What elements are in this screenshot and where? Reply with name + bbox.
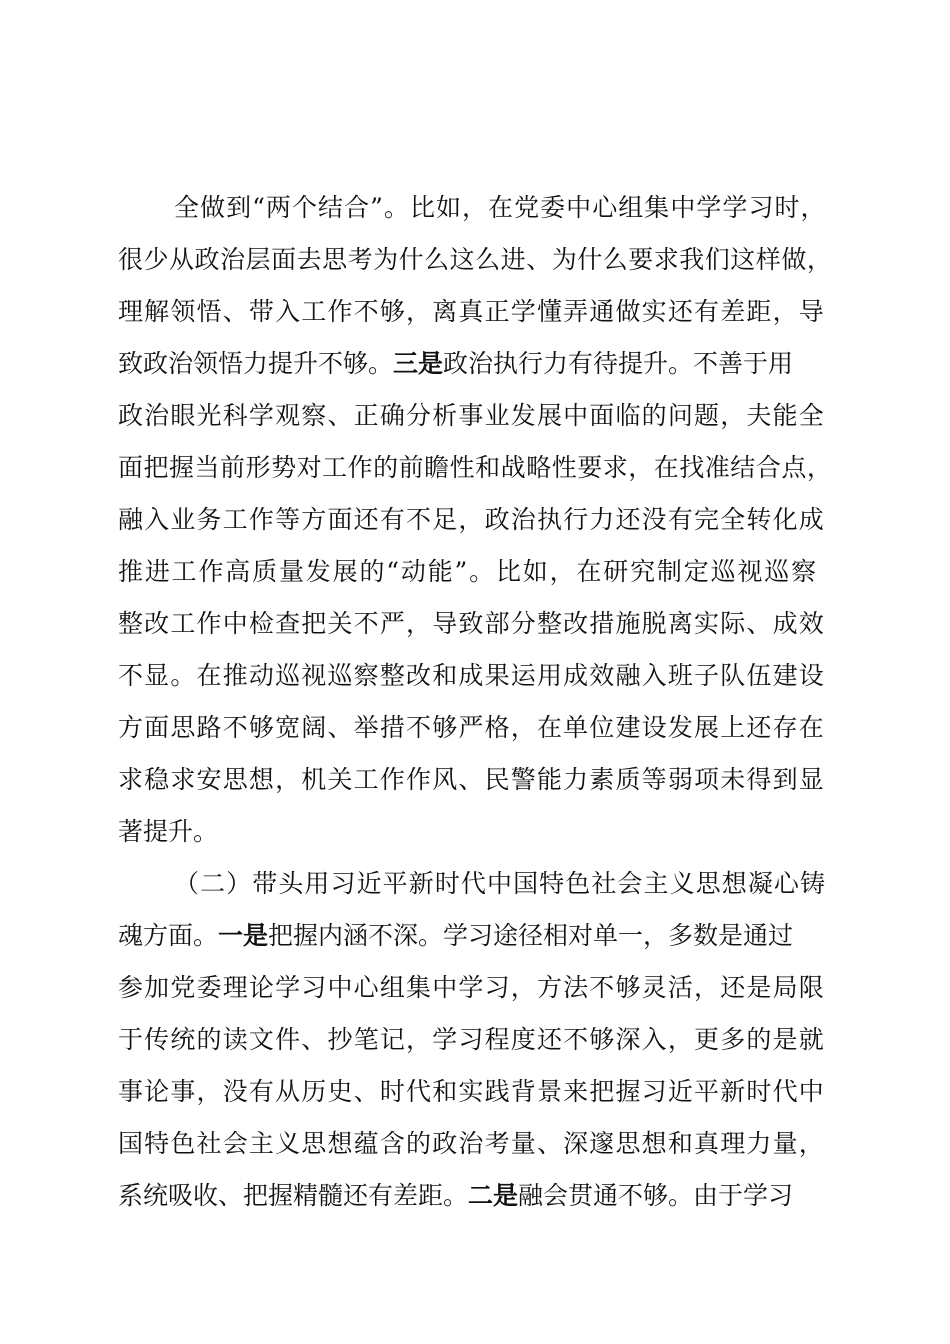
line-text: 面把握当前形势对工作的前瞻性和战略性要求，在找准结合点， [118, 453, 833, 482]
line-text: 国特色社会主义思想蕴含的政治考量、深邃思想和真理力量， [118, 1129, 825, 1158]
emphasis-text: 一是 [218, 921, 269, 950]
paragraph-line [118, 546, 838, 598]
paragraph-line [118, 962, 838, 1014]
paragraph-line [118, 390, 838, 442]
emphasis-text: 三是 [393, 349, 444, 378]
line-text: 推进工作高质量发展的“动能”。比如，在研究制定巡视巡察 [118, 557, 818, 586]
line-text: 方面思路不够宽阔、举措不够严格，在单位建设发展上还存在 [118, 713, 825, 742]
paragraph-line [118, 286, 838, 338]
paragraph-line [118, 1118, 838, 1170]
line-text: 不显。在推动巡视巡察整改和成果运用成效融入班子队伍建设 [118, 661, 825, 690]
line-text: 事论事，没有从历史、时代和实践背景来把握习近平新时代中 [118, 1077, 825, 1106]
section-heading-line [118, 858, 838, 910]
line-text: 融入业务工作等方面还有不足，政治执行力还没有完全转化成 [118, 505, 825, 534]
paragraph-line [118, 1066, 838, 1118]
paragraph-line [118, 442, 838, 494]
paragraph-line [118, 754, 838, 806]
line-text: 著提升。 [118, 817, 219, 846]
paragraph-line [118, 182, 838, 234]
line-text: 系统吸收、把握精髓还有差距。 [118, 1181, 469, 1210]
paragraph-line [118, 1170, 838, 1222]
paragraph-line [118, 234, 838, 286]
body-text [118, 182, 838, 1222]
paragraph-line [118, 598, 838, 650]
line-text: 很少从政治层面去思考为什么这么进、为什么要求我们这样做， [118, 245, 833, 274]
line-text: 理解领悟、带入工作不够，离真正学懂弄通做实还有差距，导 [118, 297, 825, 326]
line-text: 求稳求安思想，机关工作作风、民警能力素质等弱项未得到显 [118, 765, 825, 794]
line-text: 把握内涵不深。学习途径相对单一，多数是通过 [268, 921, 794, 950]
section-heading-text: （二）带头用习近平新时代中国特色社会主义思想凝心铸 [174, 869, 827, 898]
line-text: 于传统的读文件、抄笔记，学习程度还不够深入，更多的是就 [118, 1025, 825, 1054]
paragraph-line [118, 1014, 838, 1066]
paragraph-line [118, 702, 838, 754]
line-text: 政治眼光科学观察、正确分析事业发展中面临的问题，夫能全 [118, 401, 825, 430]
line-text: 魂方面。 [118, 921, 219, 950]
emphasis-text: 二是 [468, 1181, 519, 1210]
line-text: 整改工作中检查把关不严，导致部分整改措施脱离实际、成效 [118, 609, 825, 638]
paragraph-line [118, 910, 838, 962]
line-text: 融会贯通不够。由于学习 [518, 1181, 794, 1210]
paragraph-line [118, 650, 838, 702]
line-text: 全做到“两个结合”。比如，在党委中心组集中学学习时， [174, 193, 827, 222]
paragraph-line [118, 338, 838, 390]
line-text: 政治执行力有待提升。不善于用 [443, 349, 794, 378]
paragraph-line [118, 806, 838, 858]
line-text: 致政治领悟力提升不够。 [118, 349, 394, 378]
paragraph-line [118, 494, 838, 546]
line-text: 参加党委理论学习中心组集中学习，方法不够灵活，还是局限 [118, 973, 825, 1002]
